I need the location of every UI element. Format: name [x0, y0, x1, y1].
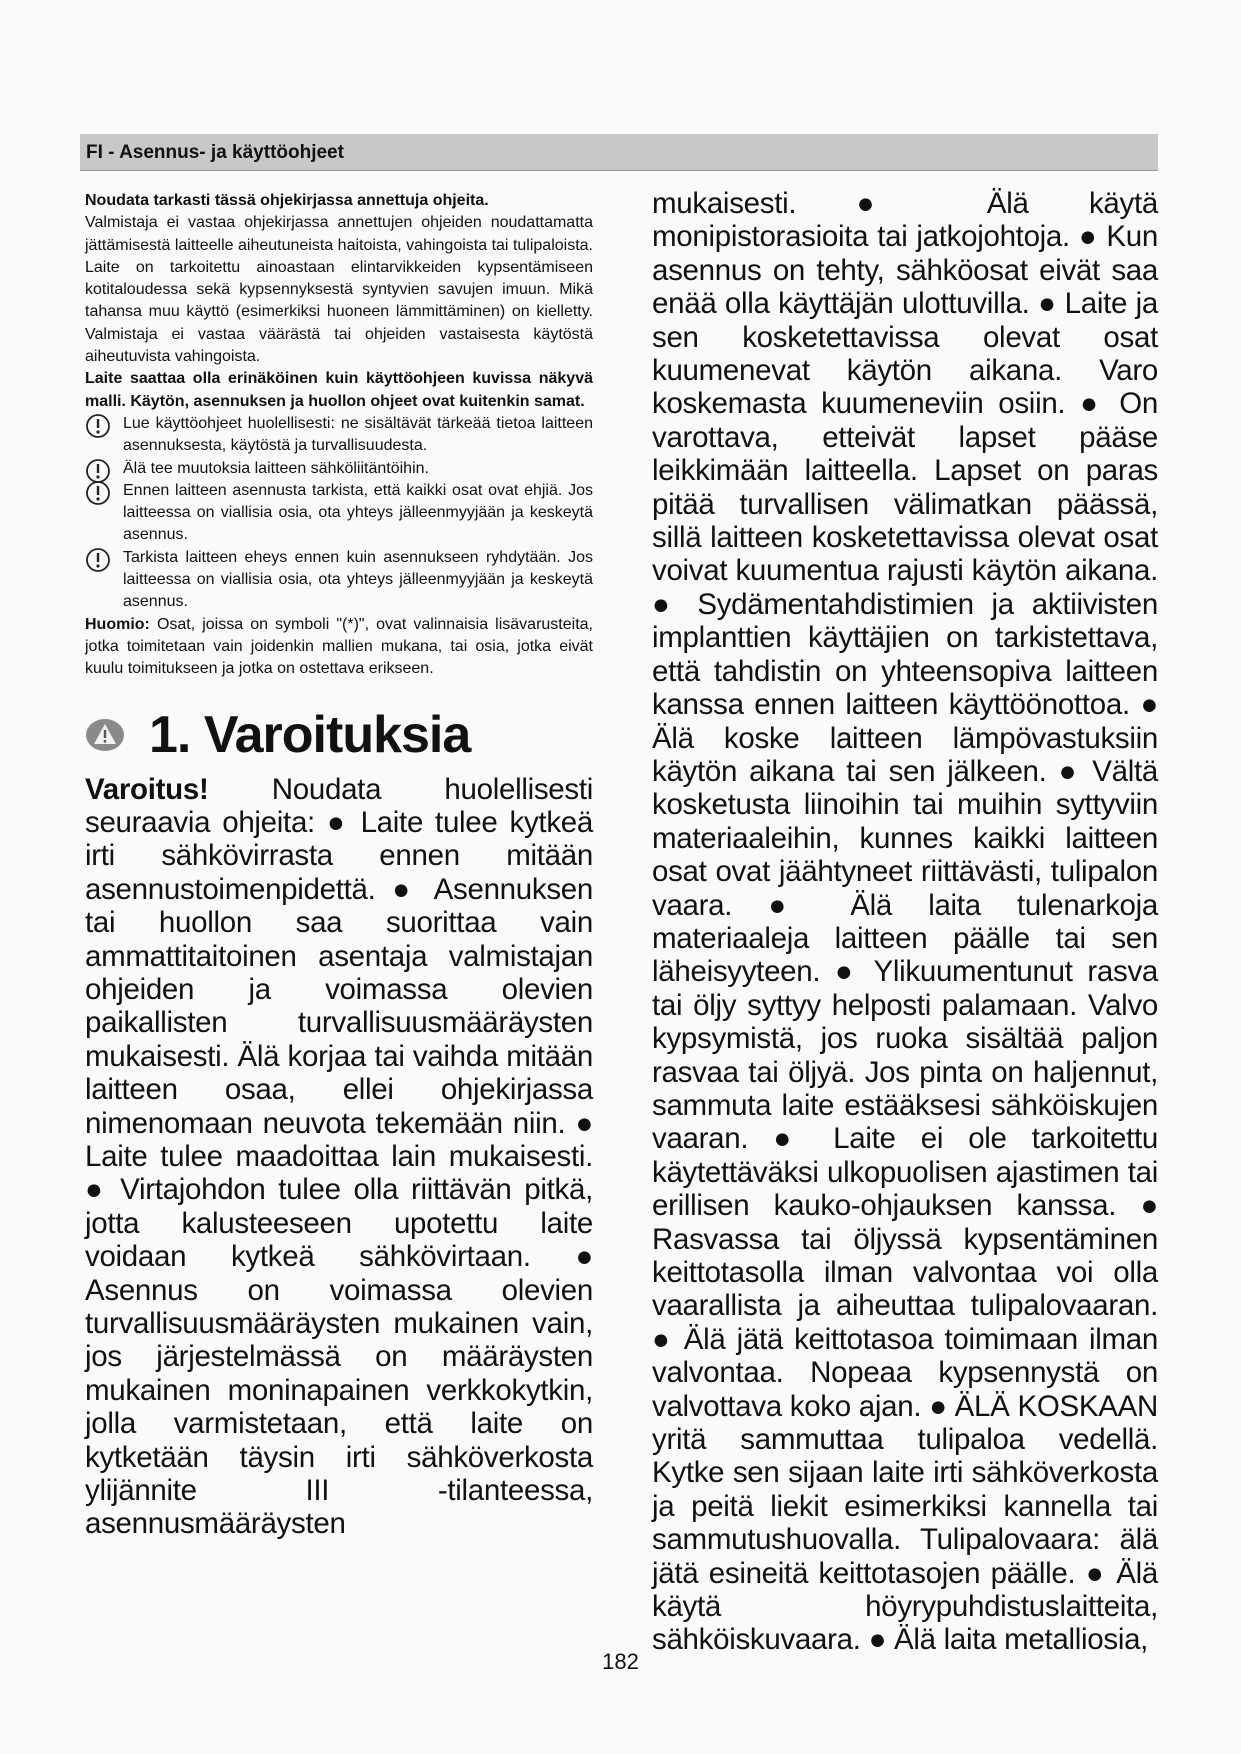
caution-circle-icon	[85, 480, 111, 506]
section-heading	[85, 705, 593, 765]
warnings-body-left	[85, 773, 593, 1541]
intro-text: Valmistaja ei vastaa ohjekirjassa annettujen ohjeiden noudattamatta jättämisestä laitteelle aiheutuneista haitoista, vahingoista tai tulipaloista. Laite on tarkoitettu ainoastaan elintarvikkeiden kypsentämiseen kotitaloudessa sekä kypsennyksestä syntyvien savujen imuun. Mikä tahansa muu käyttö (esimerkiksi huoneen lämmittäminen) on kielletty. Valmistaja ei vastaa väärästä tai ohjeiden vastaisesta käytöstä aiheutuvista vahingoista.	[85, 214, 593, 366]
page-number: 182	[602, 1649, 639, 1674]
section-title: 1. Varoituksia	[149, 705, 471, 764]
header-bar	[80, 134, 1158, 171]
warning-item	[85, 547, 593, 614]
warnings-body-right: mukaisesti. ● Älä käytä monipistorasioita tai jatkojohtoja. ● Kun asennus on tehty, sähköosat eivät saa enää olla käyttäjän ulottuvilla. ● Laite ja sen kosketettavissa olevat osat kuumenevat käytön aikana. Varo koskemasta kuumeneviin osiin. ● On varottava, etteivät lapset pääse leikkimään laitteella. Lapset on paras pitää turvallisen välimatkan päässä, sillä laitteen kosketettavissa olevat osat voivat kuumentua rajusti käytön aikana. ● Sydämentahdistimien ja aktiivisten implanttien käyttäjien on tarkistettava, että tahdistin on yhteensopiva laitteen kanssa ennen laitteen käyttöönottoa. ● Älä koske laitteen lämpövastuksiin käytön aikana tai sen jälkeen. ● Vältä kosketusta liinoihin tai muihin syttyviin materiaaleihin, kunnes kaikki laitteen osat ovat jäähtyneet riittävästi, tulipalon vaara. ● Älä laita tulenarkoja materiaaleja laitteen päälle tai sen läheisyyteen. ● Ylikuumentunut rasva tai öljy syttyy helposti palamaan. Valvo kypsymistä, jos ruoka sisältää paljon rasvaa tai öljyä. Jos pinta on haljennut, sammuta laite estääksesi sähköiskujen vaaran. ● Laite ei ole tarkoitettu käytettäväksi ulkopuolisen ajastimen tai erillisen kauko-ohjauksen kanssa. ● Rasvassa tai öljyssä kypsentäminen keittotasolla ilman valvontaa voi olla vaarallista ja aiheuttaa tulipalovaaran. ● Älä jätä keittotasoa toimimaan ilman valvontaa. Nopeaa kypsennystä on valvottava koko ajan. ● ÄLÄ KOSKAAN yritä sammuttaa tulipaloa vedellä. Kytke sen sijaan laite irti sähköverkosta ja peitä liekit esimerkiksi kannella tai sammutushuovalla. Tulipalovaara: älä jätä esineitä keittotasojen päälle. ● Älä käytä höyrypuhdistuslaitteita, sähköiskuvaara. ● Älä laita metalliosia,	[652, 187, 1158, 1657]
caution-circle-icon	[85, 413, 111, 439]
warning-item	[85, 413, 593, 458]
warning-text: Älä tee muutoksia laitteen sähköliitäntöihin.	[123, 459, 429, 477]
right-column	[652, 187, 1158, 1657]
intro-bold-lead: Noudata tarkasti tässä ohjekirjassa annettuja ohjeita.	[85, 192, 489, 209]
note-text: Osat, joissa on symboli "(*)", ovat valinnaisia lisävarusteita, jotka toimitetaan vain joidenkin mallien mukana, tai osia, jotka eivät kuulu toimitukseen ja jotka on ostettava erikseen.	[85, 615, 593, 678]
left-column	[85, 190, 593, 1541]
warning-item	[85, 458, 593, 480]
warning-text: Ennen laitteen asennusta tarkista, että kaikki osat ovat ehjiä. Jos laitteessa on viallisia osia, ota yhteys jälleenmyyjään ja keskeytä asennus.	[123, 481, 593, 544]
model-note: Laite saattaa olla erinäköinen kuin käyttöohjeen kuvissa näkyvä malli. Käytön, asennuksen ja huollon ohjeet ovat kuitenkin samat.	[85, 370, 593, 410]
warning-item	[85, 480, 593, 547]
caution-circle-icon	[85, 547, 111, 573]
intro-paragraph-1	[85, 190, 593, 368]
warning-lead: Varoitus!	[85, 772, 209, 806]
warning-text: Tarkista laitteen eheys ennen kuin asennukseen ryhdytään. Jos laitteessa on viallisia osia, ota yhteys jälleenmyyjään ja keskeytä asennus.	[123, 548, 593, 611]
warning-triangle-icon	[85, 717, 125, 753]
warnings-text-left: Noudata huolellisesti seuraavia ohjeita: ● Laite tulee kytkeä irti sähkövirrasta ennen mitään asennustoimenpidettä. ● Asennuksen tai huollon saa suorittaa vain ammattitaitoinen asentaja valmistajan ohjeiden ja voimassa olevien paikallisten turvallisuusmääräysten mukaisesti. Älä korjaa tai vaihda mitään laitteen osaa, ellei ohjekirjassa nimenomaan neuvota tekemään niin. ● Laite tulee maadoittaa lain mukaisesti. ● Virtajohdon tulee olla riittävän pitkä, jotta kalusteeseen upotettu laite voidaan kytkeä sähkövirtaan. ● Asennus on voimassa olevien turvallisuusmääräysten mukainen vain, jos järjestelmässä on määräysten mukainen moninapainen verkkokytkin, jolla varmistetaan, että laite on kytketään täysin irti sähköverkosta ylijännite III -tilanteessa, asennusmääräysten	[85, 772, 593, 1541]
page-header-title: FI - Asennus- ja käyttöohjeet	[86, 142, 344, 163]
intro-paragraph-2	[85, 368, 593, 413]
note-paragraph	[85, 614, 593, 681]
warning-text: Lue käyttöohjeet huolellisesti: ne sisältävät tärkeää tietoa laitteen asennuksesta, käytöstä ja turvallisuudesta.	[123, 414, 593, 455]
note-label: Huomio:	[85, 615, 150, 633]
